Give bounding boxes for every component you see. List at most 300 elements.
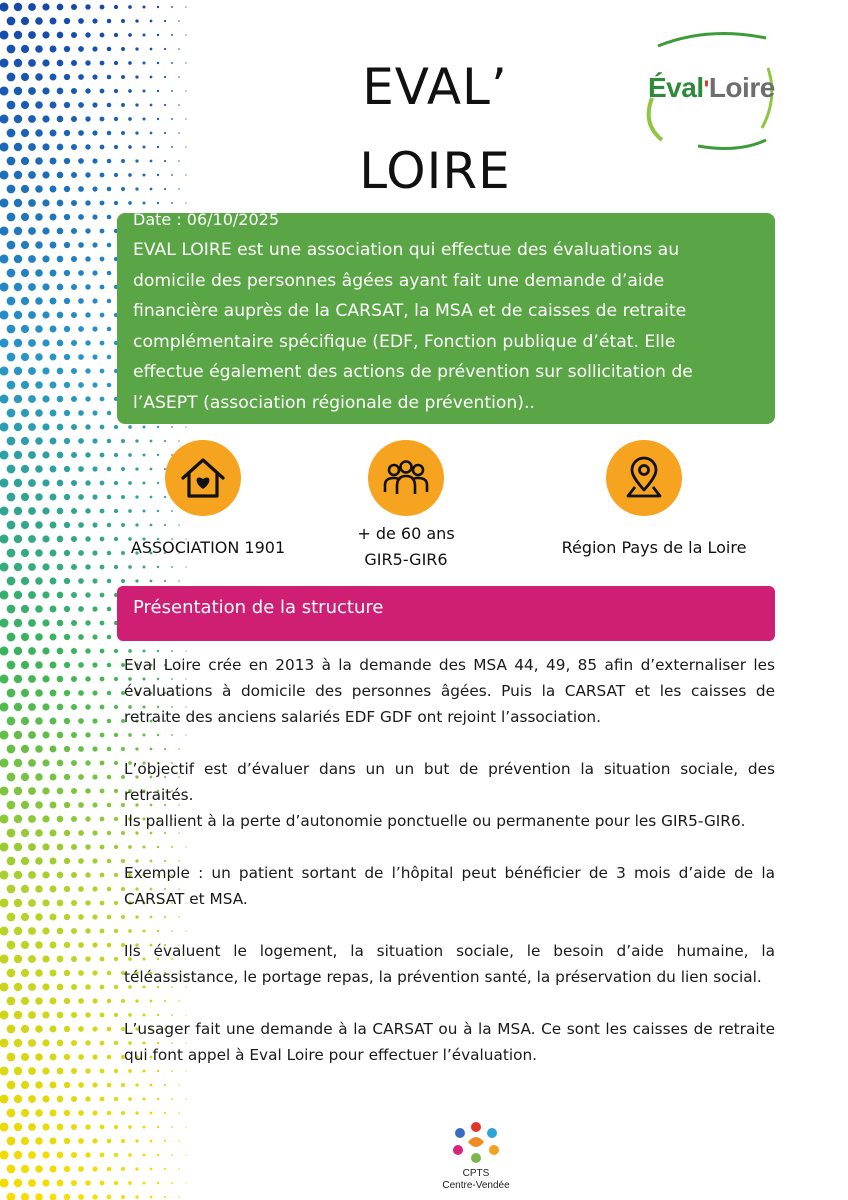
decorative-dot: [107, 1111, 112, 1116]
decorative-dot: [71, 172, 77, 178]
decorative-dot: [57, 312, 64, 319]
decorative-dot: [21, 129, 29, 137]
decorative-dot: [50, 298, 57, 305]
decorative-dot: [71, 396, 77, 402]
decorative-dot: [150, 160, 153, 163]
decorative-dot: [14, 87, 22, 95]
decorative-dot: [50, 578, 57, 585]
decorative-dot: [92, 102, 97, 107]
decorative-dot: [14, 927, 22, 935]
decorative-dot: [78, 270, 84, 276]
decorative-dot: [14, 703, 22, 711]
decorative-dot: [28, 31, 36, 39]
decorative-dot: [50, 438, 57, 445]
decorative-dot: [164, 104, 166, 106]
decorative-dot: [57, 536, 64, 543]
decorative-dot: [50, 550, 57, 557]
decorative-dot: [92, 942, 97, 947]
eval-loire-logo: [638, 28, 778, 153]
decorative-dot: [157, 426, 159, 428]
decorative-dot: [114, 173, 118, 177]
decorative-dot: [164, 524, 166, 526]
decorative-dot: [114, 145, 118, 149]
decorative-dot: [92, 382, 97, 387]
decorative-dot: [107, 999, 112, 1004]
decorative-dot: [107, 383, 112, 388]
decorative-dot: [50, 326, 57, 333]
decorative-dot: [7, 661, 16, 670]
decorative-dot: [0, 1038, 9, 1047]
decorative-dot: [7, 129, 16, 138]
decorative-dot: [42, 843, 49, 850]
decorative-dot: [71, 368, 77, 374]
decorative-dot: [100, 649, 105, 654]
decorative-dot: [57, 1040, 64, 1047]
decorative-dot: [42, 1067, 49, 1074]
decorative-dot: [50, 830, 57, 837]
decorative-dot: [14, 479, 22, 487]
decorative-dot: [121, 467, 125, 471]
decorative-dot: [64, 718, 70, 724]
decorative-dot: [42, 647, 49, 654]
decorative-dot: [178, 20, 180, 22]
decorative-dot: [100, 173, 105, 178]
decorative-dot: [100, 1153, 105, 1158]
house-heart-icon: [165, 440, 241, 516]
decorative-dot: [107, 495, 112, 500]
decorative-dot: [85, 732, 90, 737]
decorative-dot: [178, 160, 180, 162]
decorative-dot: [57, 928, 64, 935]
decorative-dot: [150, 496, 153, 499]
decorative-dot: [0, 590, 9, 599]
decorative-dot: [78, 298, 84, 304]
decorative-dot: [14, 1151, 22, 1159]
decorative-dot: [100, 89, 105, 94]
decorative-dot: [78, 354, 84, 360]
decorative-dot: [0, 254, 9, 263]
decorative-dot: [14, 199, 22, 207]
decorative-dot: [35, 45, 43, 53]
decorative-dot: [92, 1138, 97, 1143]
cpts-name: CPTS: [462, 1168, 490, 1179]
decorative-dot: [42, 871, 49, 878]
decorative-dot: [121, 159, 125, 163]
decorative-dot: [28, 1123, 36, 1131]
decorative-dot: [28, 927, 36, 935]
decorative-dot: [42, 31, 49, 38]
decorative-dot: [107, 75, 112, 80]
decorative-dot: [7, 829, 16, 838]
decorative-dot: [100, 229, 105, 234]
decorative-dot: [57, 4, 64, 11]
decorative-dot: [7, 185, 16, 194]
decorative-dot: [57, 620, 64, 627]
decorative-dot: [71, 424, 77, 430]
decorative-dot: [35, 269, 43, 277]
decorative-dot: [64, 298, 70, 304]
decorative-dot: [50, 102, 57, 109]
decorative-dot: [107, 691, 112, 696]
decorative-dot: [0, 954, 9, 963]
decorative-dot: [114, 117, 118, 121]
decorative-dot: [150, 104, 153, 107]
decorative-dot: [150, 1140, 153, 1143]
decorative-dot: [14, 59, 22, 67]
decorative-dot: [185, 62, 186, 63]
decorative-dot: [71, 60, 77, 66]
decorative-dot: [85, 1180, 90, 1185]
decorative-dot: [35, 1165, 43, 1173]
decorative-dot: [114, 817, 118, 821]
decorative-dot: [50, 634, 57, 641]
decorative-dot: [50, 74, 57, 81]
decorative-dot: [14, 871, 22, 879]
decorative-dot: [114, 705, 118, 709]
decorative-dot: [42, 395, 49, 402]
decorative-dot: [85, 228, 90, 233]
decorative-dot: [92, 886, 97, 891]
paragraph: Ils évaluent le logement, la situation sociale, le besoin d’aide humaine, la téléassistance, le portage repas, la prévention santé, la préservation du lien social.: [124, 942, 775, 986]
decorative-dot: [114, 649, 118, 653]
decorative-dot: [35, 353, 43, 361]
decorative-dot: [50, 970, 57, 977]
decorative-dot: [35, 17, 43, 25]
decorative-dot: [114, 789, 118, 793]
decorative-dot: [28, 843, 36, 851]
decorative-dot: [85, 592, 90, 597]
decorative-dot: [121, 579, 125, 583]
decorative-dot: [14, 115, 22, 123]
decorative-dot: [107, 1083, 112, 1088]
decorative-dot: [14, 311, 22, 319]
decorative-dot: [71, 1012, 77, 1018]
decorative-dot: [142, 201, 145, 204]
page-title-line2: LOIRE: [359, 142, 511, 200]
people-group-icon: [368, 440, 444, 516]
decorative-dot: [57, 788, 64, 795]
decorative-dot: [78, 774, 84, 780]
decorative-dot: [21, 913, 29, 921]
decorative-dot: [21, 241, 29, 249]
decorative-dot: [0, 226, 9, 235]
decorative-dot: [85, 172, 90, 177]
decorative-dot: [35, 885, 43, 893]
decorative-dot: [142, 89, 145, 92]
decorative-dot: [0, 394, 9, 403]
decorative-dot: [42, 87, 49, 94]
decorative-dot: [78, 662, 84, 668]
decorative-dot: [0, 198, 9, 207]
decorative-dot: [50, 522, 57, 529]
decorative-dot: [92, 662, 97, 667]
decorative-dot: [78, 1026, 84, 1032]
decorative-dot: [171, 1154, 173, 1156]
decorative-dot: [114, 61, 118, 65]
decorative-dot: [21, 185, 29, 193]
decorative-dot: [85, 536, 90, 541]
decorative-dot: [142, 145, 145, 148]
decorative-dot: [85, 508, 90, 513]
decorative-dot: [178, 48, 180, 50]
paragraph: Exemple : un patient sortant de l’hôpital peut bénéficier de 3 mois d’aide de la CARSAT et MSA.: [124, 864, 775, 908]
decorative-dot: [57, 172, 64, 179]
decorative-dot: [35, 129, 43, 137]
decorative-dot: [64, 970, 70, 976]
decorative-dot: [7, 297, 16, 306]
decorative-dot: [78, 18, 84, 24]
decorative-dot: [57, 1180, 64, 1187]
decorative-dot: [7, 801, 16, 810]
decorative-dot: [28, 59, 36, 67]
decorative-dot: [0, 1178, 9, 1187]
decorative-dot: [28, 227, 36, 235]
decorative-dot: [64, 1194, 70, 1200]
decorative-dot: [21, 1081, 29, 1089]
decorative-dot: [107, 159, 112, 164]
decorative-dot: [157, 566, 159, 568]
decorative-dot: [7, 1025, 16, 1034]
decorative-dot: [92, 74, 97, 79]
decorative-dot: [92, 18, 97, 23]
decorative-dot: [85, 32, 90, 37]
decorative-dot: [21, 1109, 29, 1117]
decorative-dot: [92, 466, 97, 471]
decorative-dot: [85, 984, 90, 989]
decorative-dot: [14, 535, 22, 543]
decorative-dot: [142, 1125, 145, 1128]
decorative-dot: [64, 1166, 70, 1172]
decorative-dot: [135, 75, 138, 78]
decorative-dot: [14, 3, 22, 11]
decorative-dot: [107, 607, 112, 612]
decorative-dot: [28, 759, 36, 767]
decorative-dot: [57, 200, 64, 207]
decorative-dot: [171, 118, 173, 120]
decorative-dot: [50, 18, 57, 25]
decorative-dot: [135, 495, 138, 498]
decorative-dot: [42, 1179, 49, 1186]
decorative-dot: [0, 422, 9, 431]
decorative-dot: [28, 983, 36, 991]
decorative-dot: [92, 998, 97, 1003]
decorative-dot: [92, 158, 97, 163]
decorative-dot: [142, 453, 145, 456]
decorative-dot: [57, 32, 64, 39]
decorative-dot: [42, 59, 49, 66]
decorative-dot: [157, 118, 159, 120]
decorative-dot: [78, 970, 84, 976]
decorative-dot: [128, 425, 132, 429]
decorative-dot: [50, 802, 57, 809]
decorative-dot: [7, 269, 16, 278]
decorative-dot: [21, 437, 29, 445]
decorative-dot: [28, 1095, 36, 1103]
decorative-dot: [21, 717, 29, 725]
decorative-dot: [92, 1082, 97, 1087]
decorative-dot: [78, 382, 84, 388]
decorative-dot: [64, 130, 70, 136]
decorative-dot: [0, 282, 9, 291]
decorative-dot: [128, 145, 132, 149]
decorative-dot: [107, 215, 112, 220]
decorative-dot: [100, 705, 105, 710]
decorative-dot: [114, 845, 118, 849]
decorative-dot: [78, 746, 84, 752]
decorative-dot: [28, 787, 36, 795]
decorative-dot: [35, 605, 43, 613]
decorative-dot: [135, 579, 138, 582]
decorative-dot: [178, 1140, 180, 1142]
decorative-dot: [121, 187, 125, 191]
decorative-dot: [64, 746, 70, 752]
decorative-dot: [107, 1055, 112, 1060]
decorative-dot: [64, 466, 70, 472]
decorative-dot: [57, 844, 64, 851]
decorative-dot: [71, 508, 77, 514]
decorative-dot: [121, 1111, 125, 1115]
decorative-dot: [121, 1167, 125, 1171]
decorative-dot: [0, 702, 9, 711]
decorative-dot: [0, 86, 9, 95]
decorative-dot: [128, 33, 132, 37]
decorative-dot: [42, 507, 49, 514]
decorative-dot: [42, 115, 49, 122]
decorative-dot: [7, 17, 16, 26]
decorative-dot: [50, 354, 57, 361]
decorative-dot: [78, 438, 84, 444]
decorative-dot: [157, 90, 159, 92]
decorative-dot: [28, 395, 36, 403]
cpts-emblem-icon: [446, 1118, 506, 1164]
decorative-dot: [178, 440, 180, 442]
decorative-dot: [0, 562, 9, 571]
decorative-dot: [150, 48, 153, 51]
decorative-dot: [185, 426, 186, 427]
decorative-dot: [107, 635, 112, 640]
decorative-dot: [185, 90, 186, 91]
decorative-dot: [57, 88, 64, 95]
decorative-dot: [35, 521, 43, 529]
decorative-dot: [21, 549, 29, 557]
decorative-dot: [64, 634, 70, 640]
decorative-dot: [57, 228, 64, 235]
decorative-dot: [121, 75, 125, 79]
decorative-dot: [71, 4, 77, 10]
decorative-dot: [42, 787, 49, 794]
decorative-dot: [28, 1039, 36, 1047]
decorative-dot: [164, 132, 166, 134]
decorative-dot: [35, 829, 43, 837]
decorative-dot: [42, 1123, 49, 1130]
decorative-dot: [57, 340, 64, 347]
decorative-dot: [21, 1165, 29, 1173]
decorative-dot: [35, 745, 43, 753]
decorative-dot: [185, 174, 186, 175]
decorative-dot: [50, 1166, 57, 1173]
decorative-dot: [142, 481, 145, 484]
decorative-dot: [78, 578, 84, 584]
decorative-dot: [21, 1193, 29, 1200]
decorative-dot: [78, 158, 84, 164]
decorative-dot: [0, 534, 9, 543]
decorative-dot: [100, 985, 105, 990]
decorative-dot: [7, 437, 16, 446]
decorative-dot: [14, 1067, 22, 1075]
decorative-dot: [42, 731, 49, 738]
decorative-dot: [107, 187, 112, 192]
decorative-dot: [35, 297, 43, 305]
decorative-dot: [0, 58, 9, 67]
decorative-dot: [7, 1081, 16, 1090]
decorative-dot: [150, 1168, 153, 1171]
decorative-dot: [0, 170, 9, 179]
decorative-dot: [135, 47, 138, 50]
decorative-dot: [85, 1124, 90, 1129]
decorative-dot: [164, 1196, 166, 1198]
decorative-dot: [78, 466, 84, 472]
decorative-dot: [42, 479, 49, 486]
decorative-dot: [0, 646, 9, 655]
decorative-dot: [50, 186, 57, 193]
decorative-dot: [92, 774, 97, 779]
decorative-dot: [28, 1011, 36, 1019]
decorative-dot: [100, 761, 105, 766]
decorative-dot: [178, 76, 180, 78]
decorative-dot: [100, 145, 105, 150]
decorative-dot: [150, 20, 153, 23]
decorative-dot: [114, 201, 118, 205]
decorative-dot: [7, 157, 16, 166]
decorative-dot: [57, 256, 64, 263]
decorative-dot: [100, 257, 105, 262]
decorative-dot: [42, 1095, 49, 1102]
decorative-dot: [0, 618, 9, 627]
decorative-dot: [28, 199, 36, 207]
decorative-dot: [0, 2, 9, 11]
decorative-dot: [107, 719, 112, 724]
decorative-dot: [92, 130, 97, 135]
decorative-dot: [7, 1165, 16, 1174]
decorative-dot: [157, 1126, 159, 1128]
decorative-dot: [28, 815, 36, 823]
decorative-dot: [57, 1152, 64, 1159]
decorative-dot: [0, 1122, 9, 1131]
decorative-dot: [57, 592, 64, 599]
decorative-dot: [50, 158, 57, 165]
decorative-dot: [7, 969, 16, 978]
decorative-dot: [7, 885, 16, 894]
decorative-dot: [71, 1040, 77, 1046]
decorative-dot: [185, 1154, 186, 1155]
decorative-dot: [35, 1025, 43, 1033]
decorative-dot: [164, 1112, 166, 1114]
decorative-dot: [42, 311, 49, 318]
decorative-dot: [142, 61, 145, 64]
decorative-dot: [57, 1012, 64, 1019]
decorative-dot: [121, 47, 125, 51]
decorative-dot: [107, 971, 112, 976]
decorative-dot: [35, 213, 43, 221]
decorative-dot: [107, 803, 112, 808]
decorative-dot: [0, 142, 9, 151]
decorative-dot: [164, 1140, 166, 1142]
decorative-dot: [7, 325, 16, 334]
decorative-dot: [0, 758, 9, 767]
decorative-dot: [100, 285, 105, 290]
decorative-dot: [14, 815, 22, 823]
decorative-dot: [42, 143, 49, 150]
